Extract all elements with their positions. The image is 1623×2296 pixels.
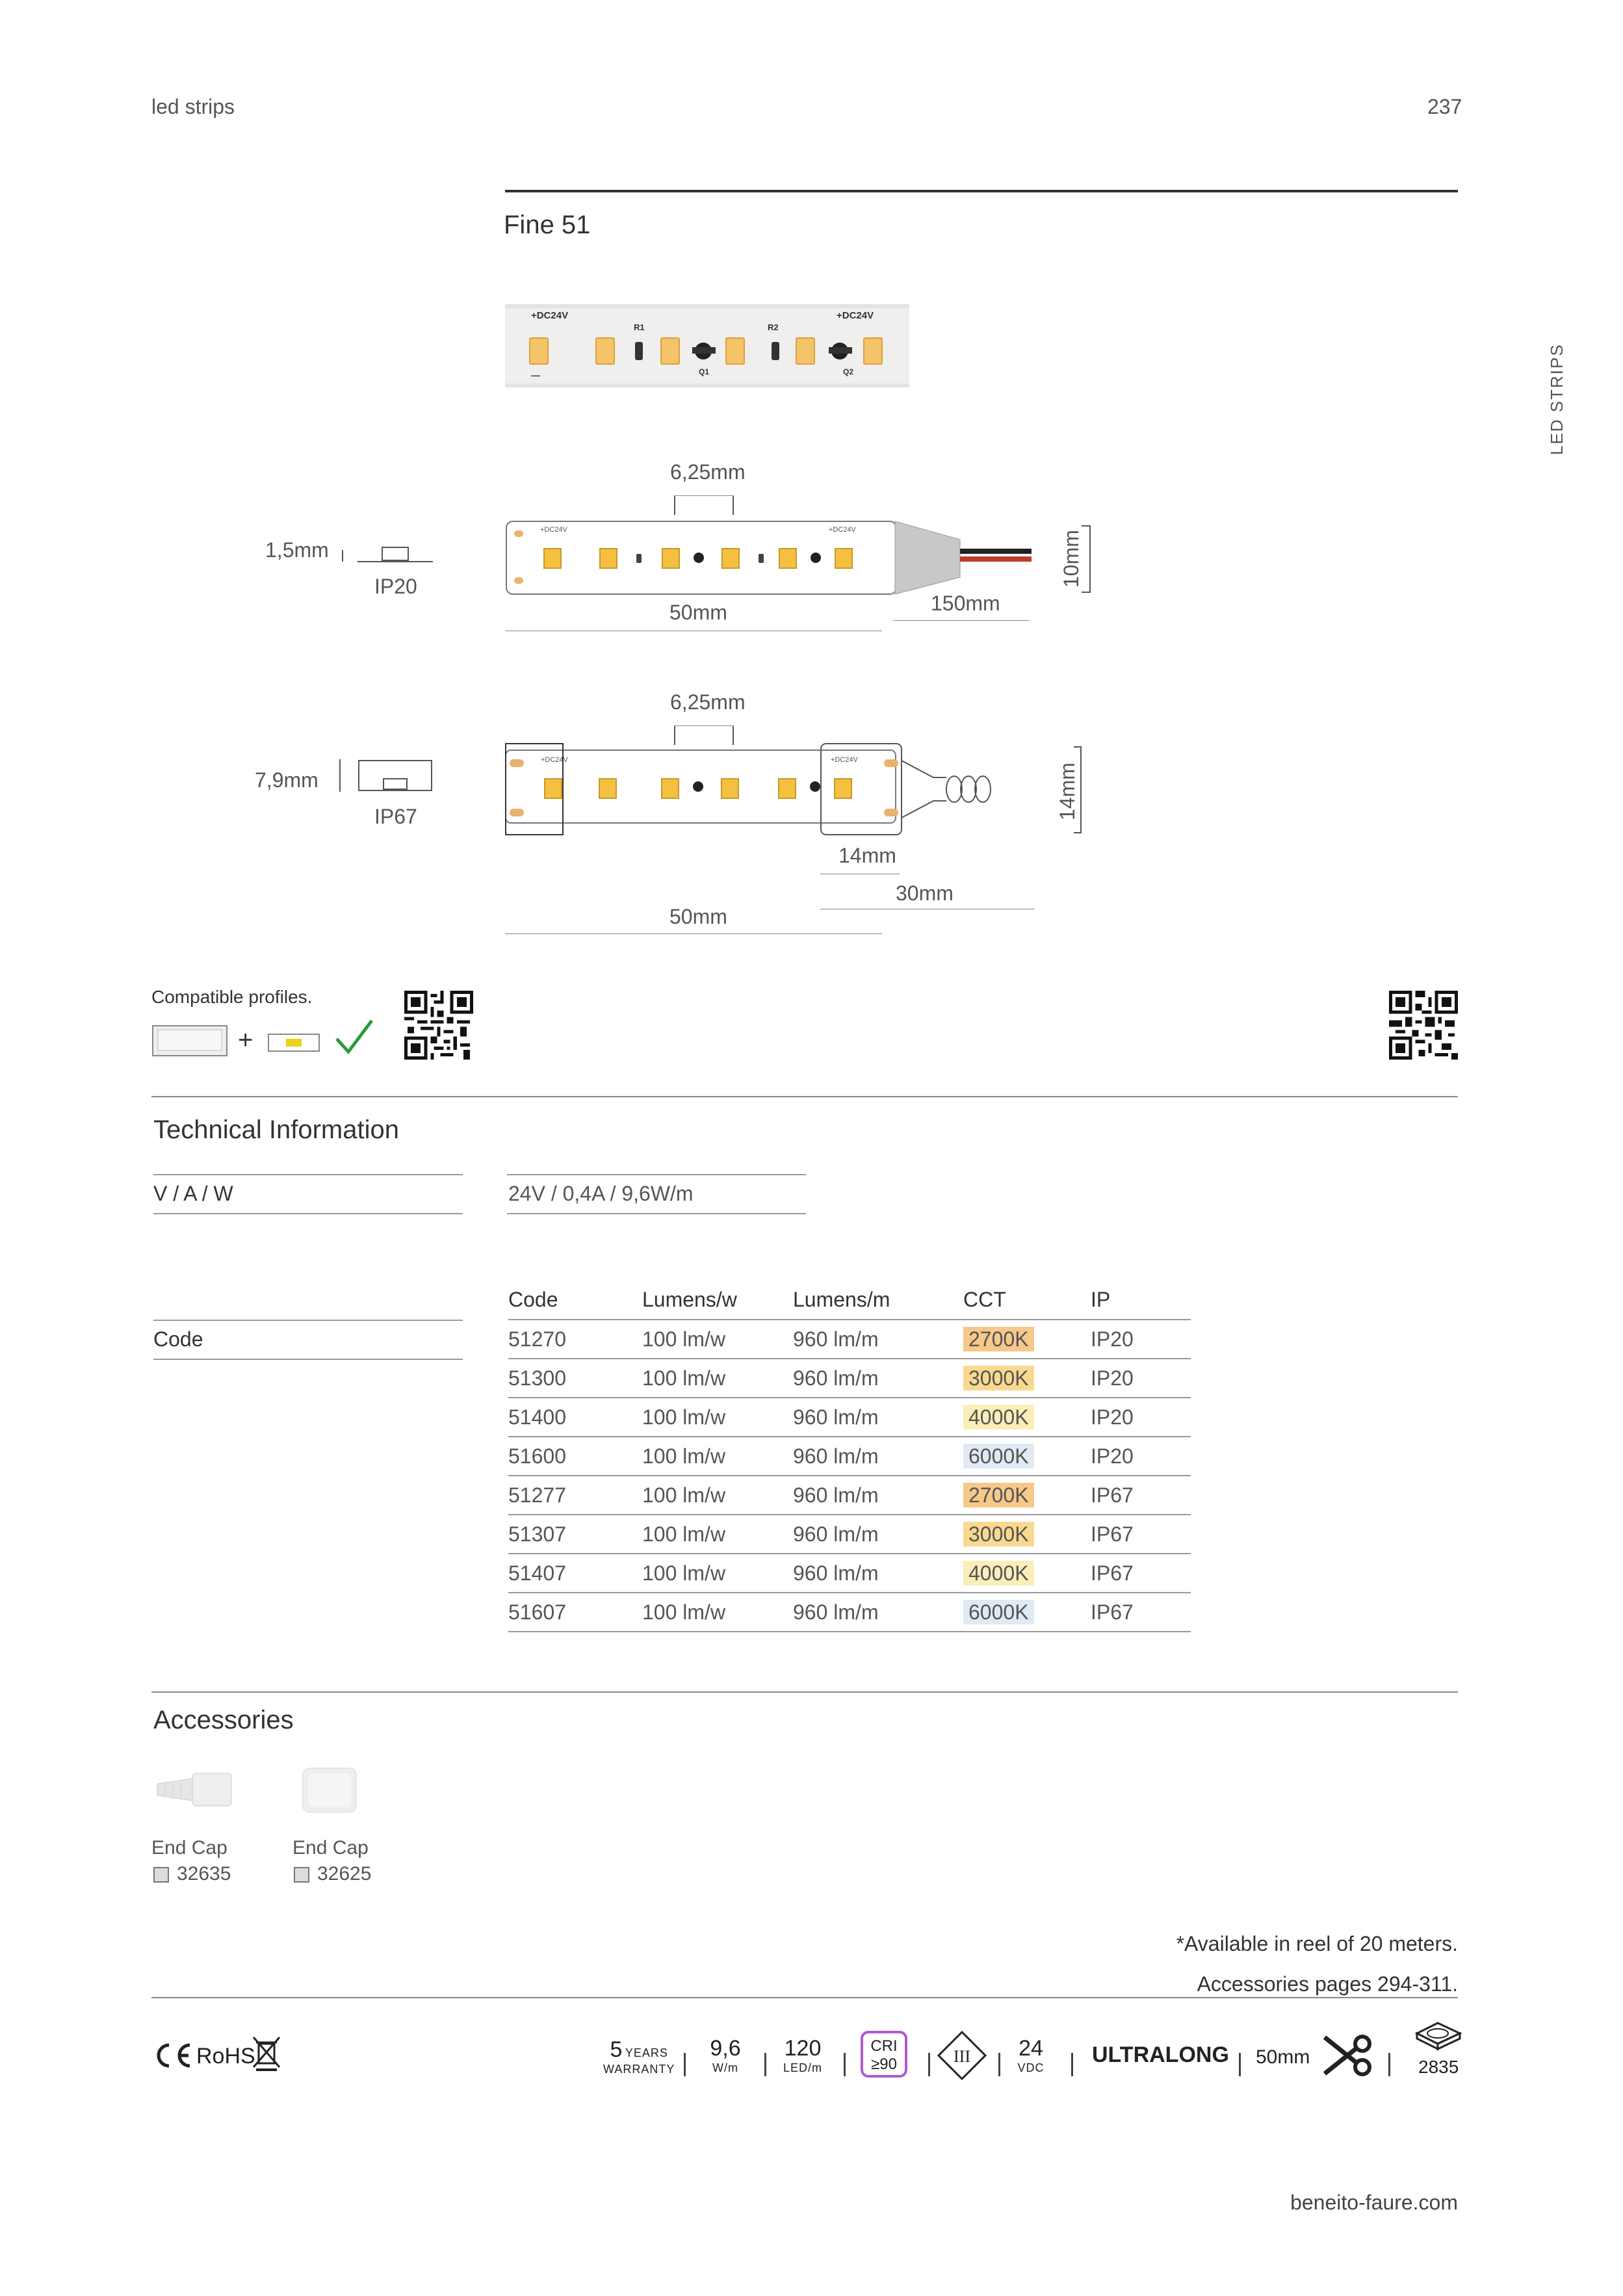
ip67-drawing-dc-left: +DC24V — [541, 756, 568, 764]
class-three-icon — [937, 2031, 987, 2080]
qr-code-right-icon[interactable] — [1389, 991, 1458, 1060]
watts-spec — [706, 2036, 745, 2075]
tech-rule — [151, 1096, 1458, 1097]
lumens-w-cell: 100 lm/w — [642, 1320, 793, 1359]
strip-minus: — — [531, 370, 540, 380]
accessories-heading: Accessories — [153, 1706, 294, 1734]
accessory-2-checkbox[interactable] — [294, 1867, 309, 1883]
code-cell: 51270 — [508, 1320, 642, 1359]
technical-heading: Technical Information — [153, 1115, 399, 1144]
voltage-spec — [1010, 2036, 1052, 2075]
warranty-badge — [603, 2037, 675, 2076]
col-code: Code — [508, 1288, 558, 1311]
note-reel: *Available in reel of 20 meters. — [1176, 1932, 1458, 1955]
strip-mini-icon — [268, 1034, 320, 1052]
end-cap-round-image — [151, 1767, 235, 1812]
ultralong-label: ULTRALONG — [1092, 2042, 1229, 2067]
ip-cell: IP20 — [1091, 1437, 1191, 1476]
accessory-2-code: 32625 — [317, 1863, 372, 1885]
table-row — [508, 1398, 1191, 1437]
cct-cell — [963, 1515, 1091, 1554]
strip-dc-right: +DC24V — [837, 310, 874, 321]
ip67-length-line — [505, 933, 882, 934]
vaw-value: 24V / 0,4A / 9,6W/m — [508, 1182, 694, 1205]
cri-badge — [861, 2031, 907, 2078]
accessory-2-name: End Cap — [292, 1837, 369, 1859]
warranty-word: WARRANTY — [603, 2063, 675, 2076]
ip67-label: IP67 — [374, 805, 417, 828]
ip67-pitch: 6,25mm — [670, 690, 746, 714]
col-lumens-w: Lumens/w — [642, 1288, 737, 1311]
ip20-pitch-bracket — [674, 495, 734, 515]
lumens-w-cell: 100 lm/w — [642, 1359, 793, 1398]
chip-icon — [1410, 2019, 1465, 2053]
ip20-strip-drawing — [505, 520, 1038, 598]
cct-cell — [963, 1437, 1091, 1476]
ip-cell: IP67 — [1091, 1476, 1191, 1515]
code-cell: 51407 — [508, 1554, 642, 1593]
ip-cell: IP20 — [1091, 1359, 1191, 1398]
leds-spec — [780, 2036, 825, 2075]
cct-cell — [963, 1398, 1091, 1437]
leds-value: 120 — [784, 2036, 822, 2061]
accessory-1-name: End Cap — [151, 1837, 227, 1859]
cct-badge: 6000K — [963, 1600, 1034, 1624]
table-row — [508, 1593, 1191, 1632]
ip20-length: 50mm — [669, 601, 727, 624]
cut-length: 50mm — [1256, 2046, 1310, 2068]
code-label: Code — [153, 1327, 203, 1351]
lumens-w-cell: 100 lm/w — [642, 1515, 793, 1554]
cct-badge: 6000K — [963, 1444, 1034, 1468]
ip-cell: IP67 — [1091, 1515, 1191, 1554]
accessory-1-checkbox[interactable] — [153, 1867, 169, 1883]
ip20-pitch: 6,25mm — [670, 460, 746, 484]
lumens-w-cell: 100 lm/w — [642, 1476, 793, 1515]
voltage-unit: VDC — [1017, 2061, 1045, 2074]
cct-badge: 2700K — [963, 1327, 1034, 1351]
code-cell: 51300 — [508, 1359, 642, 1398]
ip67-width: 14mm — [1056, 763, 1079, 820]
ip20-width-bracket — [1082, 525, 1091, 593]
lumens-m-cell: 960 lm/m — [793, 1515, 963, 1554]
strip-r2: R2 — [768, 322, 779, 332]
ip20-label: IP20 — [374, 575, 417, 598]
table-row — [508, 1515, 1191, 1554]
header-section: led strips — [151, 95, 235, 118]
ip20-height-tick — [342, 550, 343, 562]
cct-badge: 4000K — [963, 1561, 1034, 1585]
check-icon — [334, 1018, 374, 1057]
watts-unit: W/m — [712, 2061, 738, 2074]
strip-photo — [505, 304, 909, 387]
ip67-length: 50mm — [669, 905, 727, 928]
ip20-drawing-dc-right: +DC24V — [829, 526, 856, 534]
cct-badge: 4000K — [963, 1405, 1034, 1429]
lumens-w-cell: 100 lm/w — [642, 1437, 793, 1476]
ip67-drawing-dc-right: +DC24V — [831, 756, 858, 764]
lumens-m-cell: 960 lm/m — [793, 1554, 963, 1593]
side-tab: LED STRIPS — [1547, 343, 1566, 455]
compatible-plus: + — [238, 1026, 253, 1054]
ip67-strip-drawing — [504, 741, 1037, 839]
footer-website[interactable]: beneito-faure.com — [1290, 2191, 1458, 2214]
strip-q1: Q1 — [699, 367, 710, 376]
table-row — [508, 1554, 1191, 1593]
class-three-label: III — [954, 2047, 970, 2066]
table-row — [508, 1476, 1191, 1515]
vaw-label: V / A / W — [153, 1182, 233, 1205]
ip20-drawing-dc-left: +DC24V — [540, 526, 567, 534]
scissors-icon — [1322, 2035, 1374, 2076]
cct-cell — [963, 1359, 1091, 1398]
profile-icon — [151, 1023, 228, 1060]
code-cell: 51400 — [508, 1398, 642, 1437]
table-row — [508, 1437, 1191, 1476]
ip67-cap: 14mm — [838, 844, 896, 867]
accessory-1-code: 32635 — [177, 1863, 231, 1885]
lumens-m-cell: 960 lm/m — [793, 1476, 963, 1515]
warranty-years: YEARS — [625, 2046, 668, 2059]
end-cap-flat-image — [298, 1766, 360, 1815]
lumens-w-cell: 100 lm/w — [642, 1398, 793, 1437]
code-table — [508, 1281, 1191, 1632]
code-cell: 51277 — [508, 1476, 642, 1515]
note-accessories: Accessories pages 294-311. — [1197, 1972, 1458, 1996]
cct-cell — [963, 1554, 1091, 1593]
ip-cell: IP67 — [1091, 1554, 1191, 1593]
cct-cell — [963, 1593, 1091, 1632]
ip-cell: IP67 — [1091, 1593, 1191, 1632]
ip67-height: 7,9mm — [255, 768, 318, 792]
ip67-cable: 30mm — [896, 881, 954, 905]
footer-rule — [151, 1997, 1458, 1998]
cct-badge: 2700K — [963, 1483, 1034, 1507]
ip20-section-icon — [357, 546, 433, 566]
strip-q2: Q2 — [843, 367, 854, 376]
product-title: Fine 51 — [504, 211, 591, 239]
warranty-number: 5 — [610, 2037, 623, 2062]
ip67-section-icon — [357, 759, 433, 792]
ip20-cable-line — [893, 620, 1030, 621]
col-cct: CCT — [963, 1288, 1006, 1311]
accessories-rule — [151, 1691, 1458, 1693]
lumens-m-cell: 960 lm/m — [793, 1593, 963, 1632]
strip-dc-left: +DC24V — [531, 310, 569, 321]
chip-type: 2835 — [1418, 2057, 1459, 2077]
lumens-m-cell: 960 lm/m — [793, 1320, 963, 1359]
ip67-width-bracket — [1074, 746, 1082, 833]
weee-bin-icon — [252, 2036, 281, 2071]
ip20-width: 10mm — [1059, 530, 1083, 588]
voltage-value: 24 — [1019, 2036, 1043, 2061]
strip-r1: R1 — [634, 322, 645, 332]
leds-unit: LED/m — [783, 2061, 822, 2074]
lumens-w-cell: 100 lm/w — [642, 1554, 793, 1593]
page-number: 237 — [1427, 95, 1462, 118]
cct-badge: 3000K — [963, 1522, 1034, 1546]
cct-badge: 3000K — [963, 1366, 1034, 1390]
cri-value: ≥90 — [871, 2055, 897, 2073]
ip20-cable: 150mm — [931, 592, 1000, 615]
cct-cell — [963, 1320, 1091, 1359]
cct-cell — [963, 1476, 1091, 1515]
ip67-height-bracket — [333, 759, 341, 792]
table-row — [508, 1359, 1191, 1398]
compatible-label: Compatible profiles. — [151, 987, 313, 1007]
code-cell: 51607 — [508, 1593, 642, 1632]
cri-label: CRI — [870, 2037, 898, 2055]
code-cell: 51600 — [508, 1437, 642, 1476]
ip20-height: 1,5mm — [265, 538, 329, 562]
table-row — [508, 1320, 1191, 1359]
ip-cell: IP20 — [1091, 1398, 1191, 1437]
col-lumens-m: Lumens/m — [793, 1288, 890, 1311]
title-rule — [505, 190, 1458, 192]
rohs-label: RoHS — [196, 2044, 255, 2068]
lumens-m-cell: 960 lm/m — [793, 1359, 963, 1398]
watts-value: 9,6 — [710, 2036, 741, 2061]
code-cell: 51307 — [508, 1515, 642, 1554]
ip-cell: IP20 — [1091, 1320, 1191, 1359]
ce-mark-icon — [152, 2041, 192, 2070]
col-ip: IP — [1091, 1288, 1111, 1311]
code-table-header — [508, 1281, 1191, 1320]
lumens-w-cell: 100 lm/w — [642, 1593, 793, 1632]
qr-code-icon[interactable] — [404, 991, 473, 1060]
lumens-m-cell: 960 lm/m — [793, 1398, 963, 1437]
lumens-m-cell: 960 lm/m — [793, 1437, 963, 1476]
